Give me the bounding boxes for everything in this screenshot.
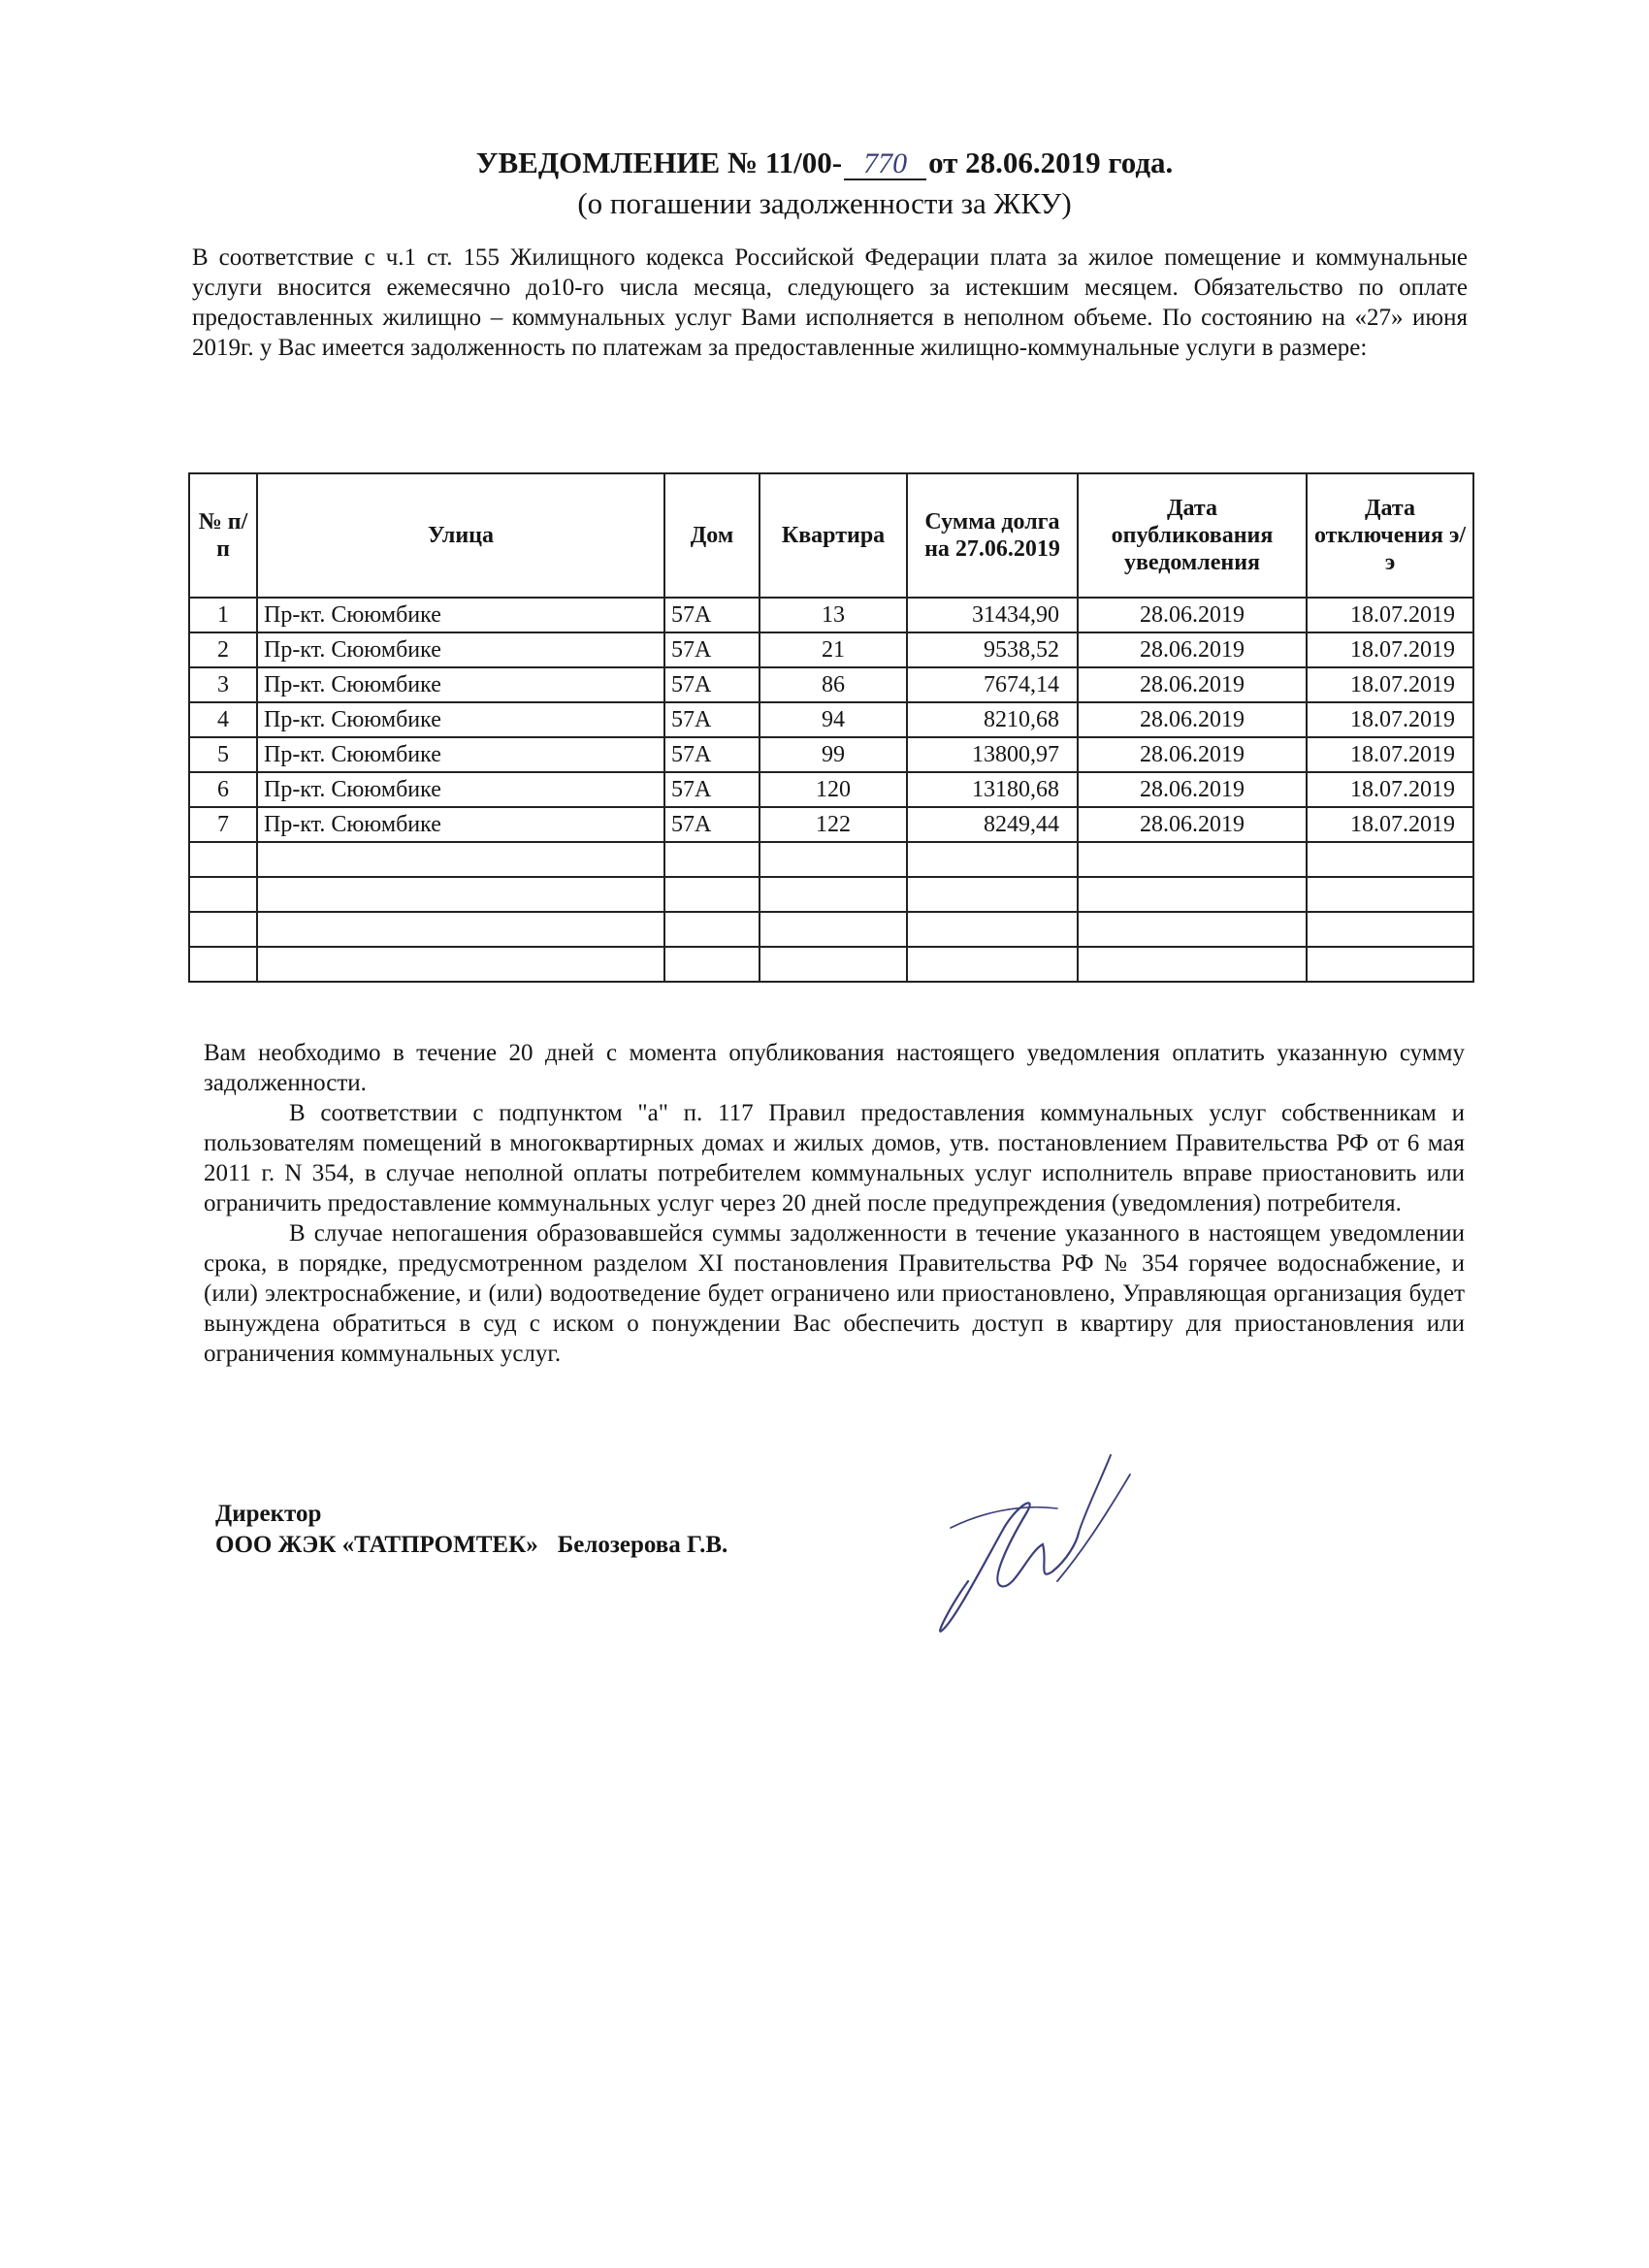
cell-num: 2 <box>189 632 257 667</box>
document-title <box>194 144 1455 182</box>
empty-cell <box>1307 877 1473 912</box>
cell-house: 57А <box>664 598 760 632</box>
handwritten-number: 770 <box>844 149 926 180</box>
cell-published: 28.06.2019 <box>1078 807 1307 842</box>
cell-num: 4 <box>189 702 257 737</box>
signatory-position: Директор <box>215 1501 322 1527</box>
empty-cell <box>257 947 664 982</box>
cell-apartment: 21 <box>760 632 907 667</box>
empty-row <box>189 947 1473 982</box>
cell-street: Пр-кт. Сююмбике <box>257 737 664 772</box>
empty-cell <box>664 947 760 982</box>
empty-cell <box>760 877 907 912</box>
cell-street: Пр-кт. Сююмбике <box>257 772 664 807</box>
empty-cell <box>189 877 257 912</box>
empty-cell <box>257 912 664 947</box>
cell-published: 28.06.2019 <box>1078 737 1307 772</box>
body-text <box>204 1038 1465 1369</box>
document-subtitle: (о погашении задолженности за ЖКУ) <box>577 186 1072 220</box>
cell-sum: 13800,97 <box>907 737 1078 772</box>
cell-num: 7 <box>189 807 257 842</box>
signature-block <box>215 1499 728 1561</box>
cell-sum: 31434,90 <box>907 598 1078 632</box>
body-paragraph-2: В соответствии с подпунктом "а" п. 117 Правил предоставления коммунальных услуг собственникам и пользователям помещений в многоквартирных домах и жилых домов, утв. постановлением Правительства РФ от 6 мая 2011 г. N 354, в случае неполной оплаты потребителем коммунальных услуг исполнитель вправе приостановить или ограничить предоставление коммунальных услуг через 20 дней после предупреждения (уведомления) потребителя. <box>204 1100 1465 1216</box>
empty-cell <box>1078 877 1307 912</box>
cell-disconnect: 18.07.2019 <box>1307 737 1473 772</box>
cell-street: Пр-кт. Сююмбике <box>257 632 664 667</box>
cell-sum: 9538,52 <box>907 632 1078 667</box>
table-row <box>189 772 1473 807</box>
cell-house: 57А <box>664 632 760 667</box>
cell-apartment: 99 <box>760 737 907 772</box>
body-paragraph-3: В случае непогашения образовавшейся суммы задолженности в течение указанного в настоящем уведомлении срока, в порядке, предусмотренном разделом XI постановления Правительства РФ № 354 горячее водоснабжение, и (или) электроснабжение, и (или) водоотведение будет ограничено или приостановлено, Управляющая организация будет вынуждена обратиться в суд с иском о понуждении Вас обеспечить доступ в квартиру для приостановления или ограничения коммунальных услуг. <box>204 1220 1465 1367</box>
signatory-organization: ООО ЖЭК «ТАТПРОМТЕК» <box>215 1532 538 1558</box>
cell-house: 57А <box>664 702 760 737</box>
empty-row <box>189 877 1473 912</box>
empty-cell <box>760 912 907 947</box>
table-row <box>189 598 1473 632</box>
table-row <box>189 807 1473 842</box>
empty-cell <box>189 912 257 947</box>
cell-sum: 8210,68 <box>907 702 1078 737</box>
table-row <box>189 667 1473 702</box>
cell-disconnect: 18.07.2019 <box>1307 667 1473 702</box>
empty-cell <box>1307 912 1473 947</box>
header-sum: Сумма долга на 27.06.2019 <box>907 473 1078 598</box>
empty-cell <box>907 877 1078 912</box>
empty-cell <box>189 842 257 877</box>
cell-sum: 8249,44 <box>907 807 1078 842</box>
cell-disconnect: 18.07.2019 <box>1307 807 1473 842</box>
body-paragraph-1: Вам необходимо в течение 20 дней с момента опубликования настоящего уведомления оплатить указанную сумму задолженности. <box>204 1040 1465 1096</box>
table-header-row <box>189 473 1473 598</box>
cell-disconnect: 18.07.2019 <box>1307 598 1473 632</box>
table-body <box>189 598 1473 982</box>
title-suffix: от 28.06.2019 года. <box>928 146 1174 179</box>
cell-disconnect: 18.07.2019 <box>1307 632 1473 667</box>
cell-num: 5 <box>189 737 257 772</box>
cell-house: 57А <box>664 807 760 842</box>
empty-cell <box>1078 842 1307 877</box>
signatory-name: Белозерова Г.В. <box>557 1532 728 1558</box>
empty-cell <box>907 842 1078 877</box>
intro-paragraph: В соответствие с ч.1 ст. 155 Жилищного кодекса Российской Федерации плата за жилое помещение и коммунальные услуги вносится ежемесячно до10-го числа месяца, следующего за истекшим месяцем. Обязательство по оплате предоставленных жилищно – коммунальных услуг Вами исполняется в неполном объеме. По состоянию на «27» июня 2019г. у Вас имеется задолженность по платежам за предоставленные жилищно-коммунальные услуги в размере: <box>192 244 1468 361</box>
handwritten-signature <box>912 1436 1145 1659</box>
cell-sum: 7674,14 <box>907 667 1078 702</box>
empty-cell <box>1307 842 1473 877</box>
table-row <box>189 737 1473 772</box>
cell-street: Пр-кт. Сююмбике <box>257 807 664 842</box>
empty-cell <box>907 912 1078 947</box>
empty-cell <box>760 947 907 982</box>
cell-house: 57А <box>664 667 760 702</box>
header-apartment: Квартира <box>760 473 907 598</box>
header-house: Дом <box>664 473 760 598</box>
cell-disconnect: 18.07.2019 <box>1307 702 1473 737</box>
debt-table <box>188 472 1474 983</box>
empty-cell <box>664 912 760 947</box>
header-num: № п/п <box>189 473 257 598</box>
empty-cell <box>189 947 257 982</box>
empty-row <box>189 912 1473 947</box>
cell-num: 1 <box>189 598 257 632</box>
empty-cell <box>1078 947 1307 982</box>
cell-apartment: 120 <box>760 772 907 807</box>
empty-cell <box>664 842 760 877</box>
empty-cell <box>760 842 907 877</box>
title-prefix: УВЕДОМЛЕНИЕ № 11/00- <box>475 146 843 179</box>
cell-published: 28.06.2019 <box>1078 632 1307 667</box>
cell-apartment: 86 <box>760 667 907 702</box>
cell-published: 28.06.2019 <box>1078 772 1307 807</box>
cell-house: 57А <box>664 737 760 772</box>
header-street: Улица <box>257 473 664 598</box>
cell-apartment: 94 <box>760 702 907 737</box>
empty-row <box>189 842 1473 877</box>
cell-house: 57А <box>664 772 760 807</box>
cell-disconnect: 18.07.2019 <box>1307 772 1473 807</box>
empty-cell <box>1307 947 1473 982</box>
cell-published: 28.06.2019 <box>1078 702 1307 737</box>
empty-cell <box>257 877 664 912</box>
cell-published: 28.06.2019 <box>1078 667 1307 702</box>
empty-cell <box>664 877 760 912</box>
header-published: Дата опубликования уведомления <box>1078 473 1307 598</box>
empty-cell <box>907 947 1078 982</box>
cell-apartment: 122 <box>760 807 907 842</box>
empty-cell <box>1078 912 1307 947</box>
cell-published: 28.06.2019 <box>1078 598 1307 632</box>
empty-cell <box>257 842 664 877</box>
cell-sum: 13180,68 <box>907 772 1078 807</box>
table-row <box>189 702 1473 737</box>
cell-num: 6 <box>189 772 257 807</box>
table-row <box>189 632 1473 667</box>
cell-num: 3 <box>189 667 257 702</box>
cell-street: Пр-кт. Сююмбике <box>257 667 664 702</box>
cell-apartment: 13 <box>760 598 907 632</box>
cell-street: Пр-кт. Сююмбике <box>257 702 664 737</box>
cell-street: Пр-кт. Сююмбике <box>257 598 664 632</box>
header-disconnect: Дата отключения э/э <box>1307 473 1473 598</box>
